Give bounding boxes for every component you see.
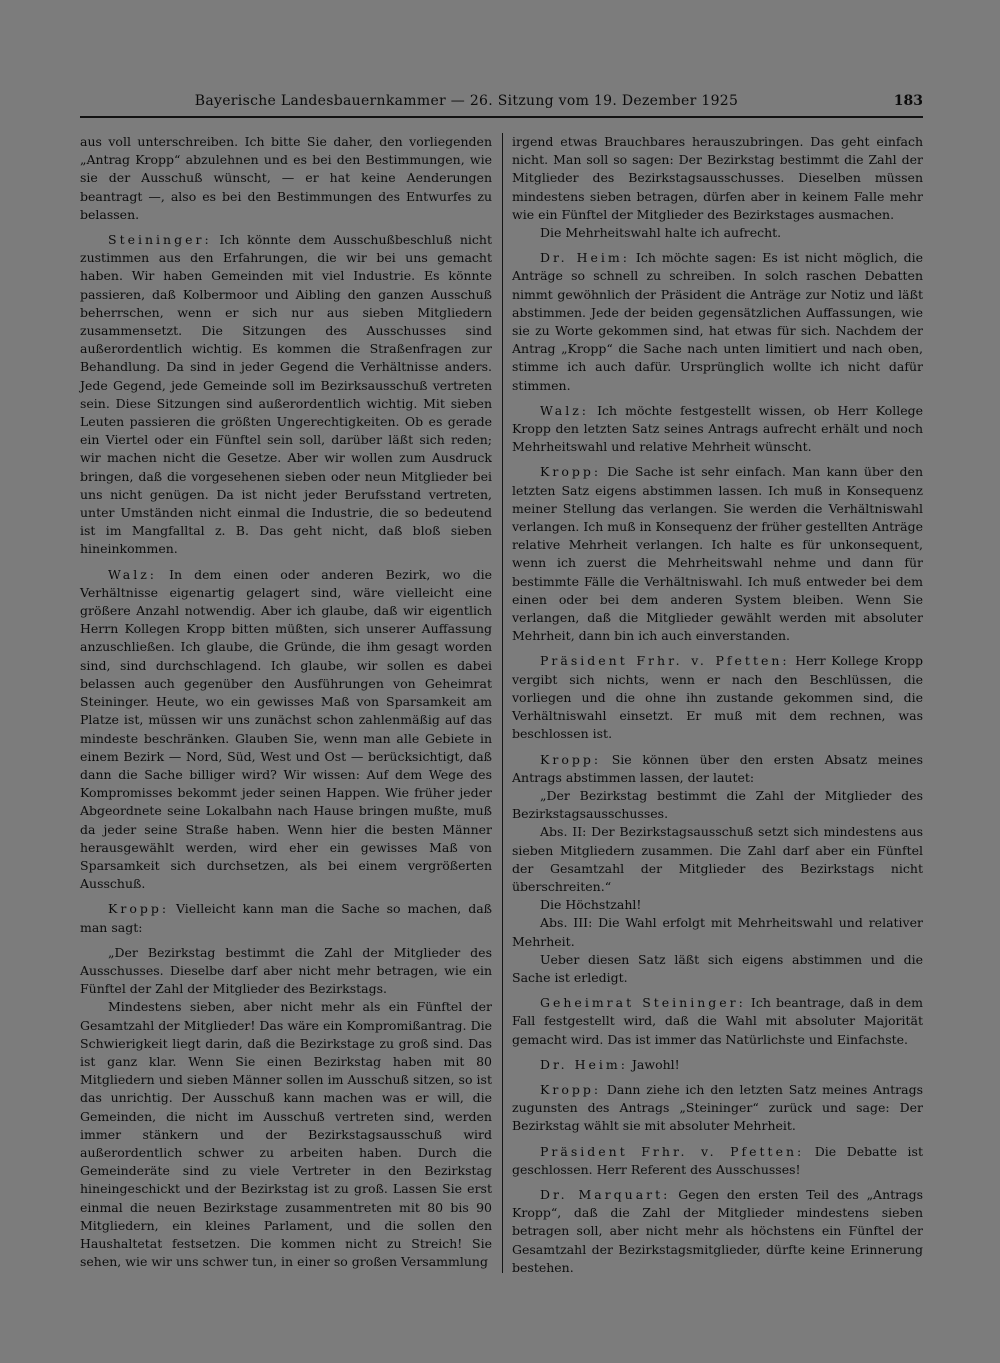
speaker-name: Steininger: (108, 232, 212, 248)
speech (512, 1056, 923, 1074)
speech-text: In dem einen oder anderen Bezirk, wo die Verhältnisse eigenartig gelagert sind, wäre vielleicht eine größere Anzahl notwendig. Aber ich glaube, daß wir eigentlich Herrn Kollegen Kropp bitten müßten, sich unserer Auffassung anzuschließen. Ich glaube, die Gründe, die ihm gesagt worden sind, sind durchschlagend. Ich glaube, wir sollen es dabei belassen auch gegenüber den Ausführungen von Geheimrat Steininger. Heute, wo ein gewisses Maß von Sparsamkeit am Platze ist, müssen wir uns zunächst schon zahlenmäßig auf das mindeste beschränken. Glauben Sie, wenn man alle Gebiete in einem Bezirk — Nord, Süd, West und Ost — berücksichtigt, daß dann die Sache billiger wird? Wir wissen: Auf dem Wege des Kompromisses bekommt jeder seinen Happen. Wie früher jeder Abgeordnete seine Lokalbahn nach Hause bringen mußte, muß da jeder seine Straße haben. Wenn hier die besten Männer herausgewählt werden, wird eher ein gewisses Maß von Sparsamkeit sich durchsetzen, als bei einem vergrößerten Ausschuß. (80, 566, 492, 892)
speech-text: Vielleicht kann man die Sache so machen, daß man sagt: (80, 901, 492, 935)
speaker-name: Präsident Frhr. v. Pfetten: (540, 1143, 805, 1159)
speech-text: Sie können über den ersten Absatz meines Antrags abstimmen lassen, der lautet: (512, 751, 923, 785)
speech (512, 751, 923, 787)
speech-text: Jawohl! (631, 1056, 680, 1072)
speech (512, 1143, 923, 1179)
quoted-motion: Abs. II: Der Bezirkstagsausschuß setzt sich mindestens aus sieben Mitgliedern zusammen. Die Zahl darf aber ein Fünftel der Gesamtzahl der Mitglieder des Bezirkstags nicht überschreiten.“ (512, 824, 923, 894)
paragraph: aus voll unterschreiben. Ich bitte Sie daher, den vorliegenden „Antrag Kropp“ abzulehnen und es bei den Bestimmungen, wie sie der Ausschuß wünscht, — er hat keine Aenderungen beantragt —, also es bei den Bestimmungen des Entwurfes zu belassen. (80, 134, 492, 222)
speaker-name: Dr. Marquart: (540, 1186, 671, 1202)
speech (512, 994, 923, 1049)
speaker-name: Kropp: (540, 1081, 602, 1097)
speaker-name: Präsident Frhr. v. Pfetten: (540, 653, 790, 669)
speech (512, 1081, 923, 1136)
speech (512, 249, 923, 395)
speech-text: Herr Kollege Kropp vergibt sich nichts, wenn er nach den Beschlüssen, die vorliegen und die ohne ihn zustande gekommen sind, die Verhältniswahl einsetzt. Er muß mit dem rechnen, was beschlossen ist. (512, 653, 923, 742)
page-header (80, 92, 923, 114)
running-title: Bayerische Landesbauernkammer — 26. Sitzung vom 19. Dezember 1925 (194, 93, 739, 109)
speech-text: Gegen den ersten Teil des „Antrags Kropp“, daß die Zahl der Mitglieder mindestens sieben betragen soll, aber nicht mehr als höchstens ein Fünftel der Gesamtzahl der Bezirkstagsmitglieder, dürfte keine Erinnerung bestehen. (512, 1186, 924, 1275)
speech-text: Ich könnte dem Ausschußbeschluß nicht zustimmen aus den Erfahrungen, die wir bei uns gemacht haben. Wir haben Gemeinden mit viel Industrie. Es könnte passieren, daß Kolbermoor und Aibling den ganzen Ausschuß beherrschen, wenn er sich nur aus sieben Mitgliedern zusammensetzt. Die Sitzungen des Ausschusses sind außerordentlich wichtig. Es kommen die Straßenfragen zur Behandlung. Da sind in jeder Gegend die Verhältnisse anders. Jede Gegend, jede Gemeinde soll im Bezirksausschuß vertreten sein. Diese Sitzungen sind außerordentlich wichtig. Mit sieben Leuten passieren die größten Ungerechtigkeiten. Ob es gerade ein Viertel oder ein Fünftel sein soll, darüber läßt sich reden; wir machen nicht die Gesetze. Aber wir wollen zum Ausdruck bringen, daß die vorgesehenen sieben oder neun Mitglieder bei uns nicht genügen. Da ist nicht jeder Berufsstand vertreten, unter Umständen nicht einmal die Industrie, die so bedeutend ist im Mangfalltal z. B. Das geht nicht, daß bloß sieben hineinkommen. (80, 232, 492, 557)
speaker-name: Geheimrat Steininger: (540, 995, 746, 1011)
speaker-name: Kropp: (540, 751, 602, 767)
speech (80, 566, 492, 894)
quoted-motion: „Der Bezirkstag bestimmt die Zahl der Mitglieder des Ausschusses. Dieselbe darf aber nicht mehr betragen, wie ein Fünftel der Zahl der Mitglieder des Bezirkstags. (80, 944, 492, 997)
speech-text: Die Debatte ist geschlossen. Herr Referent des Ausschusses! (512, 1143, 923, 1177)
speech-text: Ich möchte sagen: Es ist nicht möglich, die Anträge so schnell zu schreiben. In solch raschen Debatten nimmt gewöhnlich der Präsident die Anträge zur Notiz und läßt abstimmen. Jede der beiden gegensätzlichen Auffassungen, wie sie zu Worte gekommen sind, hat etwas für sich. Nachdem der Antrag „Kropp“ die Sache nach unten limitiert und nach oben, stimme ich auch dafür. Ursprünglich wollte ich nicht dafür stimmen. (512, 250, 923, 393)
quoted-motion: „Der Bezirkstag bestimmt die Zahl der Mitglieder des Bezirkstagsausschusses. (512, 787, 923, 822)
left-column (80, 133, 492, 1278)
speech (512, 652, 923, 743)
paragraph: Mindestens sieben, aber nicht mehr als ein Fünftel der Gesamtzahl der Mitglieder! Das wäre ein Kompromißantrag. Die Schwierigkeit liegt darin, daß die Bezirkstage zu groß sind. Das ist ganz klar. Wenn Sie einen Bezirkstag haben mit 80 Mitgliedern und sieben Männer sollen im Ausschuß sitzen, so ist das unrichtig. Der Ausschuß kann machen was er will, die Gemeinden, die nicht im Ausschuß vertreten sind, werden immer stänkern und der Bezirkstagsausschuß wird außerordentlich schwer zu arbeiten haben. Durch die Gemeinderäte sind zu viele Vertreter in den Bezirkstag hineingeschickt und der Bezirkstag ist zu groß. Lassen Sie erst einmal die neuen Bezirkstage zusammentreten mit 80 bis 90 Mitgliedern, ein kleines Parlament, und die sollen den Haushaltetat festsetzen. Die kommen nicht zu Streich! Sie sehen, wie wir uns schwer tun, in einer so großen Versammlung (80, 999, 492, 1270)
speech-text: Die Sache ist sehr einfach. Man kann über den letzten Satz eigens abstimmen lassen. Ich muß in Konsequenz meiner Stellung das verlangen. Sie werden die Verhältniswahl verlangen. Ich muß in Konsequenz der früher gestellten Anträge relative Mehrheit verlangen. Ich halte es für unkonsequent, wenn ich zuerst die Mehrheitswahl nehme und dann für bestimmte Fälle die Verhältniswahl. Ich muß entweder bei dem einen oder bei dem anderen System bleiben. Wenn Sie verlangen, daß die Mitglieder gewählt werden mit absoluter Mehrheit, dann bin ich auch einverstanden. (512, 464, 923, 644)
speech-text: Ich beantrage, daß in dem Fall festgestellt wird, daß die Wahl mit absoluter Majorität gemacht wird. Das ist immer das Natürlichste und Einfachste. (512, 995, 923, 1047)
speaker-name: Dr. Heim: (540, 1056, 628, 1072)
paragraph: Ueber diesen Satz läßt sich eigens abstimmen und die Sache ist erledigt. (512, 951, 923, 985)
page-number: 183 (893, 93, 923, 109)
speech-text: Ich möchte festgestellt wissen, ob Herr Kollege Kropp den letzten Satz seines Antrags aufrecht erhält und noch Mehrheitswahl und relative Mehrheit wünscht. (512, 402, 923, 455)
paragraph: irgend etwas Brauchbares herauszubringen. Das geht einfach nicht. Man soll so sagen: Der Bezirkstag bestimmt die Zahl der Mitglieder des Bezirkstagsausschusses. Dieselben müssen mindestens sieben betragen, dürfen aber in keinem Falle mehr wie ein Fünftel der Mitglieder des Bezirkstages ausmachen. (512, 134, 923, 222)
speaker-name: Walz: (108, 566, 158, 582)
speaker-name: Kropp: (540, 464, 602, 480)
paragraph: Die Höchstzahl! (540, 897, 642, 913)
speech (512, 1186, 923, 1277)
speech (512, 463, 923, 645)
speaker-name: Dr. Heim: (540, 250, 630, 266)
speaker-name: Walz: (540, 402, 590, 418)
paragraph: Die Mehrheitswahl halte ich aufrecht. (540, 225, 782, 241)
speaker-name: Kropp: (108, 901, 170, 917)
column-divider (502, 133, 503, 1273)
speech (80, 900, 492, 936)
speech-text: Dann ziehe ich den letzten Satz meines Antrags zugunsten des Antrags „Steininger“ zurück und sage: Der Bezirkstag wählt sie mit absoluter Mehrheit. (512, 1081, 923, 1134)
quoted-motion: Abs. III: Die Wahl erfolgt mit Mehrheitswahl und relativer Mehrheit. (512, 915, 923, 949)
right-column (512, 133, 923, 1284)
speech (512, 402, 923, 457)
speech (80, 231, 492, 559)
header-rule (80, 116, 923, 118)
